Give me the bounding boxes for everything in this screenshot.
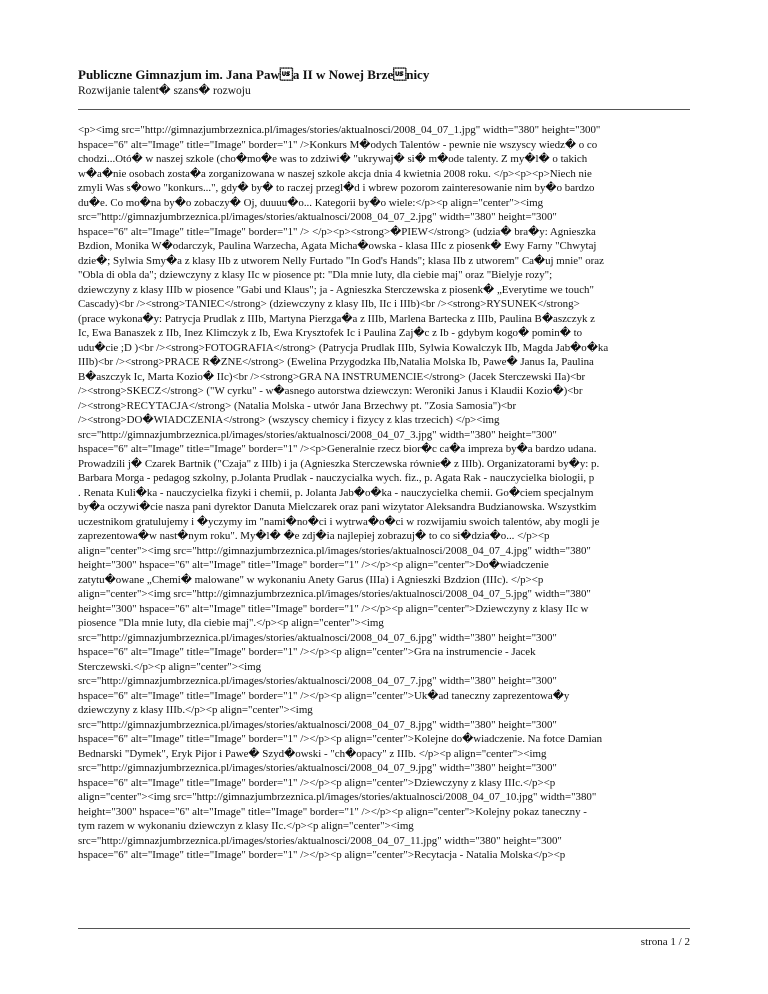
text-line: dziewczyny z klasy IIIb w piosence "Gabi und Klaus"; ja - Agnieszka Sterczewska z piosenk� „Everytime we touch" [78, 283, 594, 296]
text-line: zatytu�owane „Chemi� malowane" w wykonaniu Anety Garus (IIIa) i Agnieszki Bzdzion (IIIc). </p><p [78, 573, 544, 586]
text-line: align="center"><img src="http://gimnazjumbrzeznica.pl/images/stories/aktualnosci/2008_04_07_10.jpg" width="380" [78, 791, 597, 803]
text-line: B�aszczyk Ic, Marta Kozio� IIc)<br /><strong>GRA NA INSTRUMENCIE</strong> (Jacek Sterczewski IIa)<br [78, 370, 586, 383]
text-line: hspace="6" alt="Image" title="Image" border="1" />Konkurs M�odych Talentów - pewnie nie wszyscy wiedz� o co [78, 138, 598, 151]
text-line: height="300" hspace="6" alt="Image" title="Image" border="1" /></p><p align="center">Kolejny pokaz taneczny - [78, 805, 587, 818]
text-line: height="300" hspace="6" alt="Image" title="Image" border="1" /></p><p align="center">Do�wiadczenie [78, 559, 549, 571]
article-body [78, 123, 690, 863]
text-line: chodzi...Otó� w naszej szkole (cho�mo�e was to zdziwi� "ukrywaj� si� m�ode talenty. Z my�l� o takich [78, 153, 588, 165]
text-line: Prowadzili j� Czarek Bartnik ("Czaja" z IIIb) i ja (Agnieszka Sterczewska równie� z IIIb). Organizatorami by�y: p. [78, 457, 600, 470]
text-line: piosence "Dla mnie luty, dla ciebie maj".</p><p align="center"><img [78, 617, 384, 629]
text-line: src="http://gimnazjumbrzeznica.pl/images/stories/aktualnosci/2008_04_07_3.jpg" width="380" height="300" [78, 428, 557, 441]
page-subtitle: Rozwijanie talent� szans� rozwoju [78, 85, 251, 97]
text-line: hspace="6" alt="Image" title="Image" border="1" /><p>Generalnie rzecz bior�c ca�a impreza by�a bardzo udana. [78, 443, 597, 455]
text-line: uczestnikom gratulujemy i �yczymy im "nami�no�ci i wytrwa�o�ci w rozwijamiu swoich talentów, aby mogli je [78, 515, 600, 528]
text-line: align="center"><img src="http://gimnazjumbrzeznica.pl/images/stories/aktualnosci/2008_04_07_5.jpg" width="380" [78, 588, 591, 600]
text-line: /><strong>RECYTACJA</strong> (Natalia Molska - utwór Jana Brzechwy pt. "Zosia Samosia")<br [78, 399, 517, 412]
text-line: IIIb)<br /><strong>PRACE R�ZNE</strong> (Ewelina Przygodzka IIb,Natalia Molska Ib, Pawe� Janus Ia, Paulina [78, 356, 594, 368]
text-line: Ic, Ewa Banaszek z IIb, Inez Klimczyk z Ib, Ewa Krysztofek Ic i Paulina Zaj�c z Ib - gdybym kogo� pomin� to [78, 327, 583, 339]
text-line: src="http://gimnazjumbrzeznica.pl/images/stories/aktualnosci/2008_04_07_2.jpg" width="380" height="300" [78, 211, 557, 223]
text-line: src="http://gimnazjumbrzeznica.pl/images/stories/aktualnosci/2008_04_07_9.jpg" width="380" height="300" [78, 762, 557, 774]
text-line: hspace="6" alt="Image" title="Image" border="1" /> </p><p><strong>�PIEW</strong> (udzia� bra�y: Agnieszka [78, 225, 596, 238]
text-line: dzie�; Sylwia Smy�a z klasy IIb z utworem Nelly Furtado "In God's Hands"; klasa IIb z utworem" Ca�uj mnie" oraz [78, 254, 604, 267]
text-line: src="http://gimnazjumbrzeznica.pl/images/stories/aktualnosci/2008_04_07_11.jpg" width="380" height="300" [78, 834, 562, 847]
text-line: <p><img src="http://gimnazjumbrzeznica.pl/images/stories/aktualnosci/2008_04_07_1.jpg" width="380" height="300" [78, 124, 601, 136]
text-line: (prace wykona�y: Patrycja Prudlak z IIIb, Martyna Pierzga�a z IIIb, Marlena Bartecka z IIIb, Paulina B�aszczyk z [78, 312, 596, 325]
text-line: src="http://gimnazjumbrzeznica.pl/images/stories/aktualnosci/2008_04_07_8.jpg" width="380" height="300" [78, 718, 557, 731]
text-line: zaprezentowa�w nast�nym roku". My�l� �e zdj�ia najlepiej zobrazuj� to co si�dzia�o... </p><p [78, 530, 550, 542]
text-line: Barbara Morga - pedagog szkolny, p.Jolanta Prudlak - nauczycialka wych. fiz., p. Agata Rak - nauczycielka biologii, p [78, 472, 595, 484]
text-line: zmyli Was s�owo "konkurs...", gdy� by� to raczej przegl�d i wbrew pozorom zainteresowanie nim by�o bardzo [78, 182, 595, 194]
text-line: hspace="6" alt="Image" title="Image" border="1" /></p><p align="center">Kolejne do�wiadczenie. Na fotce Damian [78, 733, 603, 745]
page-number: strona 1 / 2 [640, 936, 690, 948]
page-title: Publiczne Gimnazjum im. Jana Paw a II w Nowej Brze nicy [78, 67, 430, 82]
text-line: Sterczewski.</p><p align="center"><img [78, 660, 262, 673]
text-line: /><strong>DO�WIADCZENIA</strong> (wszyscy chemicy i fizycy z klas trzecich) </p><img [78, 414, 500, 426]
text-line: tym razem w wykonaniu dziewczyn z klasy IIc.</p><p align="center"><img [78, 820, 414, 832]
text-line: hspace="6" alt="Image" title="Image" border="1" /></p><p align="center">Dziewczyny z klasy IIIc.</p><p [78, 776, 556, 789]
text-line: udu�cie ;D )<br /><strong>FOTOGRAFIA</strong> (Patrycja Prudlak IIIb, Sylwia Kowalczyk IIb, Magda Jab�o�ka [78, 341, 609, 354]
text-line: height="300" hspace="6" alt="Image" title="Image" border="1" /></p><p align="center">Dziewczyny z klasy IIc w [78, 602, 589, 615]
footer-divider [78, 928, 690, 929]
text-line: hspace="6" alt="Image" title="Image" border="1" /></p><p align="center">Recytacja - Natalia Molska</p><p [78, 849, 566, 861]
text-line: "Obla di obla da"; dziewczyny z klasy IIc w piosence pt: "Dla mnie luty, dla ciebie maj" oraz "Bielyje rozy"; [78, 269, 553, 281]
text-line: dziewczyny z klasy IIIb.</p><p align="center"><img [78, 704, 313, 716]
text-line: /><strong>SKECZ</strong> ("W cyrku" - w�asnego autorstwa dziewczyn: Weroniki Janus i Klaudii Kozio�)<br [78, 385, 583, 397]
text-line: hspace="6" alt="Image" title="Image" border="1" /></p><p align="center">Uk�ad taneczny zaprezentowa�y [78, 689, 570, 702]
text-line: hspace="6" alt="Image" title="Image" border="1" /></p><p align="center">Gra na instrumencie - Jacek [78, 646, 536, 658]
text-line: by�a oczywi�cie nasza pani dyrektor Danuta Mielczarek oraz pani wizytator Aleksandra Budzianowska. Wszystkim [78, 501, 597, 513]
text-line: . Renata Kuli�ka - nauczycielka fizyki i chemii, p. Jolanta Jab�o�ka - nauczycielka chemii. Go�ciem specjalnym [78, 486, 594, 499]
text-line: align="center"><img src="http://gimnazjumbrzeznica.pl/images/stories/aktualnosci/2008_04_07_4.jpg" width="380" [78, 544, 591, 557]
header-divider [78, 109, 690, 110]
text-line: Cascady)<br /><strong>TANIEC</strong> (dziewczyny z klasy IIb, IIc i IIIb)<br /><strong>RYSUNEK</strong> [78, 298, 580, 310]
text-line: src="http://gimnazjumbrzeznica.pl/images/stories/aktualnosci/2008_04_07_6.jpg" width="380" height="300" [78, 631, 557, 644]
document-header [78, 66, 718, 99]
text-line: w�a�nie osobach zosta�a zorganizowana w naszej szkole akcja dnia 4 kwietnia 2008 roku. </p><p><p>Niech nie [78, 167, 592, 180]
text-line: du�e. Co mo�na by�o zobaczy� Oj, duuuu�o... Kategorii by�o wiele:</p><p align="center"><img [78, 196, 544, 209]
text-line: Bzdion, Monika W�odarczyk, Paulina Warzecha, Agata Micha�owska - klasa IIIc z piosenk� Ewy Farny "Chwytaj [78, 240, 597, 252]
text-line: Bednarski "Dymek", Eryk Pijor i Pawe� Szyd�owski - "ch�opacy" z IIIb. </p><p align="center"><img [78, 747, 547, 760]
text-line: src="http://gimnazjumbrzeznica.pl/images/stories/aktualnosci/2008_04_07_7.jpg" width="380" height="300" [78, 675, 557, 687]
